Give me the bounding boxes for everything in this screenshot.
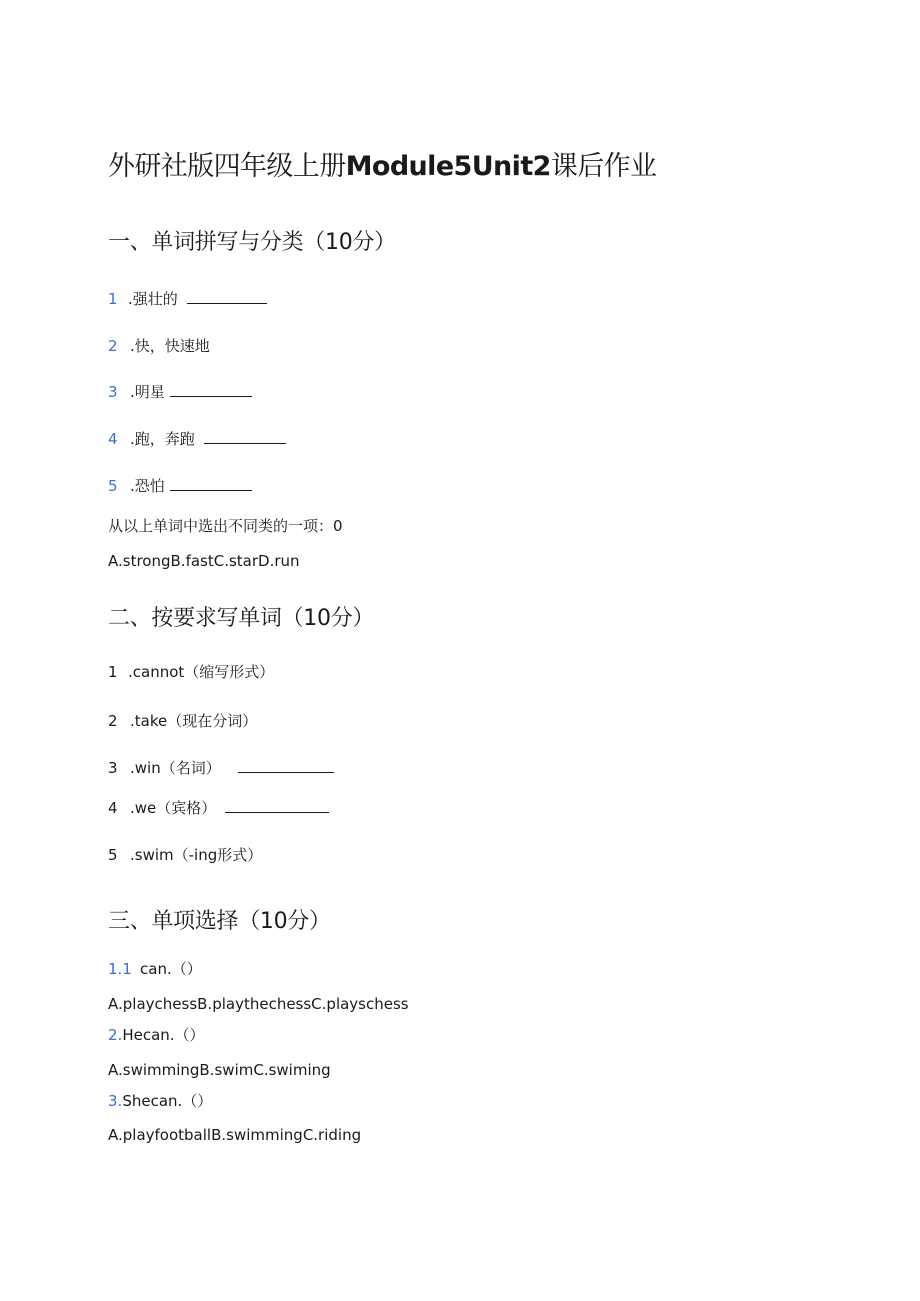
- item-text: Hecan.（）: [122, 1026, 205, 1044]
- item-number: 1: [108, 290, 118, 308]
- item-number: 1: [108, 663, 118, 681]
- item-text: .跑，奔跑: [130, 430, 195, 448]
- s1-question: 从以上单词中选出不同类的一项：0: [108, 517, 343, 535]
- s2-item-2: [108, 711, 257, 731]
- item-text: .明星: [130, 383, 165, 401]
- s3-question-2: [108, 1025, 205, 1045]
- title-bold: Module5Unit2: [345, 151, 551, 182]
- item-number: 5: [108, 477, 118, 495]
- answer-blank[interactable]: [170, 476, 252, 491]
- answer-blank[interactable]: [170, 382, 252, 397]
- item-number: 2.: [108, 1026, 123, 1044]
- section-heading-1: 一、单词拼写与分类（10分）: [108, 230, 396, 255]
- item-text: .win（名词）: [130, 759, 221, 777]
- item-text: can.（）: [140, 960, 202, 978]
- section-heading-3: 三、单项选择（10分）: [108, 909, 331, 934]
- s3-options-3: A.playfootballB.swimmingC.riding: [108, 1126, 362, 1144]
- s3-options-1: A.playchessB.playthechessC.playschess: [108, 995, 409, 1013]
- section-heading-2: 二、按要求写单词（10分）: [108, 606, 375, 631]
- s3-question-3: [108, 1091, 212, 1111]
- item-number: 4: [108, 430, 118, 448]
- item-number: 1.1: [108, 960, 132, 978]
- item-text: .take（现在分词）: [130, 712, 258, 730]
- item-text: .cannot（缩写形式）: [128, 663, 275, 681]
- item-text: .恐怕: [130, 477, 165, 495]
- s1-item-3: [108, 382, 252, 402]
- s2-item-3: [108, 758, 334, 778]
- item-number: 3: [108, 383, 118, 401]
- s3-options-2: A.swimmingB.swimC.swiming: [108, 1061, 331, 1079]
- item-text: .快，快速地: [130, 337, 210, 355]
- answer-blank[interactable]: [238, 758, 334, 773]
- answer-blank[interactable]: [187, 289, 267, 304]
- item-number: 4: [108, 799, 118, 817]
- title-prefix: 外研社版四年级上册: [108, 151, 346, 182]
- s2-item-4: [108, 798, 329, 818]
- answer-blank[interactable]: [225, 798, 329, 813]
- s2-item-5: [108, 845, 262, 865]
- answer-blank[interactable]: [204, 429, 286, 444]
- item-number: 2: [108, 712, 118, 730]
- title-suffix: 课后作业: [550, 151, 657, 182]
- item-text: .强壮的: [128, 290, 178, 308]
- s1-options: A.strongB.fastC.starD.run: [108, 552, 300, 570]
- item-text: Shecan.（）: [122, 1092, 213, 1110]
- s3-question-1: [108, 959, 202, 979]
- s1-item-1: [108, 289, 267, 309]
- s1-item-2: [108, 336, 210, 356]
- s1-item-5: [108, 476, 252, 496]
- s2-item-1: [108, 662, 274, 682]
- page-title: [108, 150, 656, 184]
- item-number: 3: [108, 759, 118, 777]
- item-number: 5: [108, 846, 118, 864]
- item-text: .we（宾格）: [130, 799, 217, 817]
- s1-item-4: [108, 429, 286, 449]
- item-text: .swim（-ing形式）: [130, 846, 263, 864]
- item-number: 3.: [108, 1092, 123, 1110]
- item-number: 2: [108, 337, 118, 355]
